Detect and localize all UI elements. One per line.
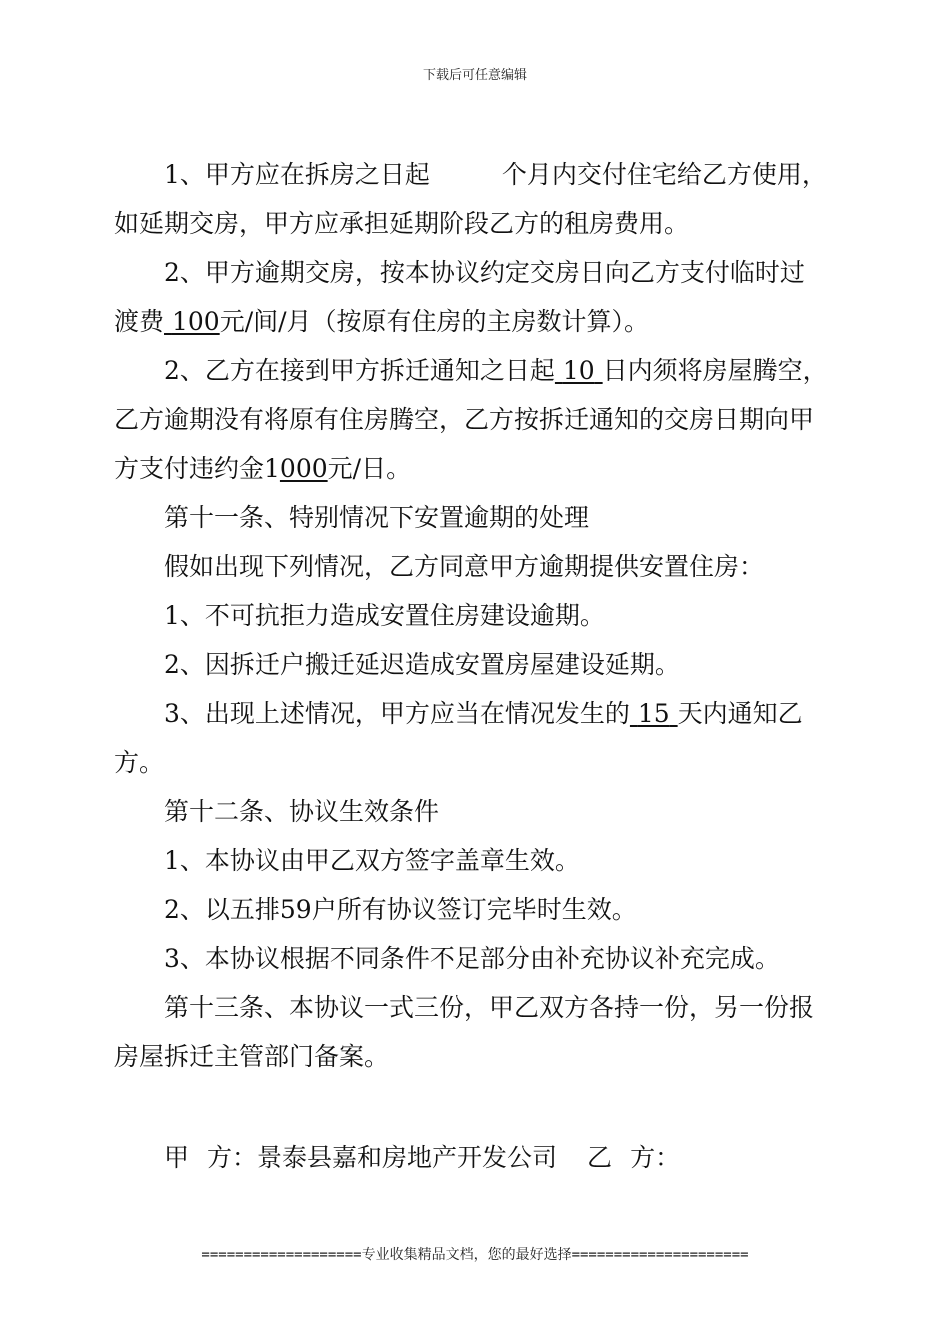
article-11-item-3-cont: 方。 bbox=[114, 748, 165, 777]
text: 3、出现上述情况，甲方应当在情况发生的 bbox=[164, 699, 630, 728]
article-12-item-3: 3、本协议根据不同条件不足部分由补充协议补充完成。 bbox=[164, 944, 780, 973]
article-12-title: 第十二条、协议生效条件 bbox=[164, 797, 440, 826]
article-13: 第十三条、本协议一式三份，甲乙双方各持一份，另一份报 bbox=[164, 993, 815, 1022]
article-11-title: 第十一条、特别情况下安置逾期的处理 bbox=[164, 503, 590, 532]
text: 个月内交付住宅给乙方使用， bbox=[501, 160, 827, 189]
article-11-item-3 bbox=[114, 689, 840, 738]
page-header: 下载后可任意编辑 bbox=[422, 68, 527, 83]
fee-value: 100 bbox=[171, 307, 220, 336]
days-value: 10 bbox=[562, 356, 595, 385]
paragraph-3-cont: 乙方逾期没有将原有住房腾空，乙方按拆迁通知的交房日期向甲 bbox=[114, 405, 815, 434]
text: 元/日。 bbox=[327, 454, 412, 483]
notice-days-value: 15 bbox=[637, 699, 670, 728]
signature-line bbox=[114, 1133, 840, 1182]
paragraph-3-cont2 bbox=[114, 444, 840, 493]
page-footer: ===================专业收集精品文档，您的最好选择===================== bbox=[201, 1247, 749, 1263]
article-11-intro: 假如出现下列情况，乙方同意甲方逾期提供安置住房： bbox=[164, 552, 765, 581]
article-12-item-1: 1、本协议由甲乙双方签字盖章生效。 bbox=[164, 846, 580, 875]
article-12-item-2: 2、以五排59户所有协议签订完毕时生效。 bbox=[164, 895, 637, 924]
spacer bbox=[114, 1081, 840, 1133]
text: 元/间/月（按原有住房的主房数计算）。 bbox=[219, 307, 650, 336]
paragraph-1 bbox=[114, 150, 840, 199]
text: 日内须将房屋腾空， bbox=[602, 356, 828, 385]
party-a-label-suffix: 方： bbox=[207, 1143, 258, 1172]
document-body bbox=[114, 150, 840, 1182]
party-a-label: 甲 bbox=[164, 1143, 190, 1172]
paragraph-2-cont bbox=[114, 297, 840, 346]
text: 天内通知乙 bbox=[677, 699, 803, 728]
party-a-name: 景泰县嘉和房地产开发公司 bbox=[257, 1143, 558, 1172]
paragraph-3 bbox=[114, 346, 840, 395]
penalty-value: 000 bbox=[279, 454, 328, 483]
article-11-item-2: 2、因拆迁户搬迁延迟造成安置房屋建设延期。 bbox=[164, 650, 680, 679]
text: 2、乙方在接到甲方拆迁通知之日起 bbox=[164, 356, 555, 385]
paragraph-2: 2、甲方逾期交房，按本协议约定交房日向乙方支付临时过 bbox=[164, 258, 805, 287]
party-b-label-suffix: 方： bbox=[630, 1143, 681, 1172]
text: 1、甲方应在拆房之日起 bbox=[164, 160, 430, 189]
party-b-label: 乙 bbox=[587, 1143, 613, 1172]
paragraph-1-cont: 如延期交房，甲方应承担延期阶段乙方的租房费用。 bbox=[114, 209, 690, 238]
text: 方支付违约金1 bbox=[114, 454, 280, 483]
article-11-item-1: 1、不可抗拒力造成安置住房建设逾期。 bbox=[164, 601, 605, 630]
article-13-cont: 房屋拆迁主管部门备案。 bbox=[114, 1042, 390, 1071]
text: 渡费 bbox=[114, 307, 165, 336]
